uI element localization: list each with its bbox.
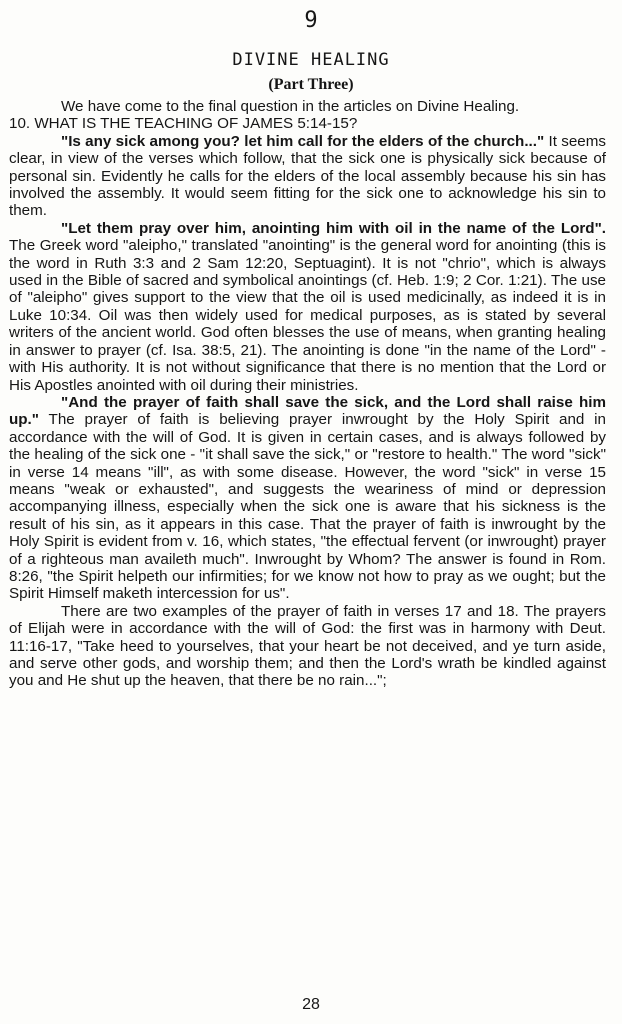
page-subtitle: (Part Three)	[268, 76, 354, 93]
question-heading: 10. WHAT IS THE TEACHING OF JAMES 5:14-15?	[9, 115, 358, 133]
page-number: 28	[302, 996, 320, 1013]
paragraph-intro: We have come to the final question in the articles on Divine Healing.	[61, 98, 520, 115]
paragraph-prayer-of-faith: "And the prayer of faith shall save the sick, and the Lord shall raise him up." The prayer of faith is believing prayer inwrought by the Holy Spirit and in accordance with the will of God. It is given in certain cases, and is always followed by the healing of the sick one - "it shall save the sick," or "restore to health." The word "sick" in verse 14 means "ill", as with some disease. However, the word "sick" in verse 15 means "weak or exhausted", and suggests the weariness of mind or depression accompanying illness, especially when the sick one is aware that his sickness is the result of his sin, as it appears in this case. That the prayer of faith is inwrought by the Holy Spirit is evident from v. 16, which states, "the effectual fervent (or inwrought) prayer of a righteous man availeth much". Inwrought by Whom? The answer is found in Rom. 8:26, "the Spirit helpeth our infirmities; for we know not how to pray as we ought; but the Spirit Himself maketh intercession for us".	[9, 393, 606, 603]
chapter-number: 9	[304, 8, 318, 33]
paragraph-elijah: There are two examples of the prayer of faith in verses 17 and 18. The prayers of Elijah were in accordance with the will of God: the first was in harmony with Deut. 11:16-17, "Take heed to yourselves, that your heart be not deceived, and ye turn aside, and serve other gods, and worship them; and then the Lord's wrath be kindled against you and He shut up the heaven, that there be no rain...";	[9, 602, 606, 690]
paragraph-anointing: "Let them pray over him, anointing him with oil in the name of the Lord". The Greek word "aleipho," translated "anointing" is the general word for anointing (this is the word in Ruth 3:3 and 2 Sam 12:20, Septuagint). It is not "chrio", which is always used in the Bible of sacred and symbolical anointings (cf. Heb. 1:9; 2 Cor. 1:21). The use of "aleipho" gives support to the view that the oil is used medicinally, as indeed it is in Luke 10:34. Oil was then widely used for medical purposes, as is stated by several writers of the ancient world. God often blesses the use of means, when granting healing in answer to prayer (cf. Isa. 38:5, 21). The anointing is done "in the name of the Lord" - with His authority. It is not without significance that there is no mention that the Lord or His Apostles anointed with oil during their ministries.	[9, 219, 606, 394]
scripture-quote: "Is any sick among you? let him call for the elders of the church..."	[61, 132, 545, 150]
article-body	[9, 98, 606, 690]
scripture-quote: "Let them pray over him, anointing him with oil in the name of the Lord".	[61, 219, 606, 237]
scripture-quote: "And the prayer of faith shall save the sick, and the Lord shall raise him up."	[9, 393, 606, 429]
paragraph-call-elders: "Is any sick among you? let him call for the elders of the church..." It seems clear, in view of the verses which follow, that the sick one is physically sick because of personal sin. Evidently he calls for the elders of the local assembly because his sin has involved the assembly. It would seem fitting for the sick one to acknowledge his sin to them.	[9, 132, 606, 220]
page-title: DIVINE HEALING	[232, 50, 390, 70]
